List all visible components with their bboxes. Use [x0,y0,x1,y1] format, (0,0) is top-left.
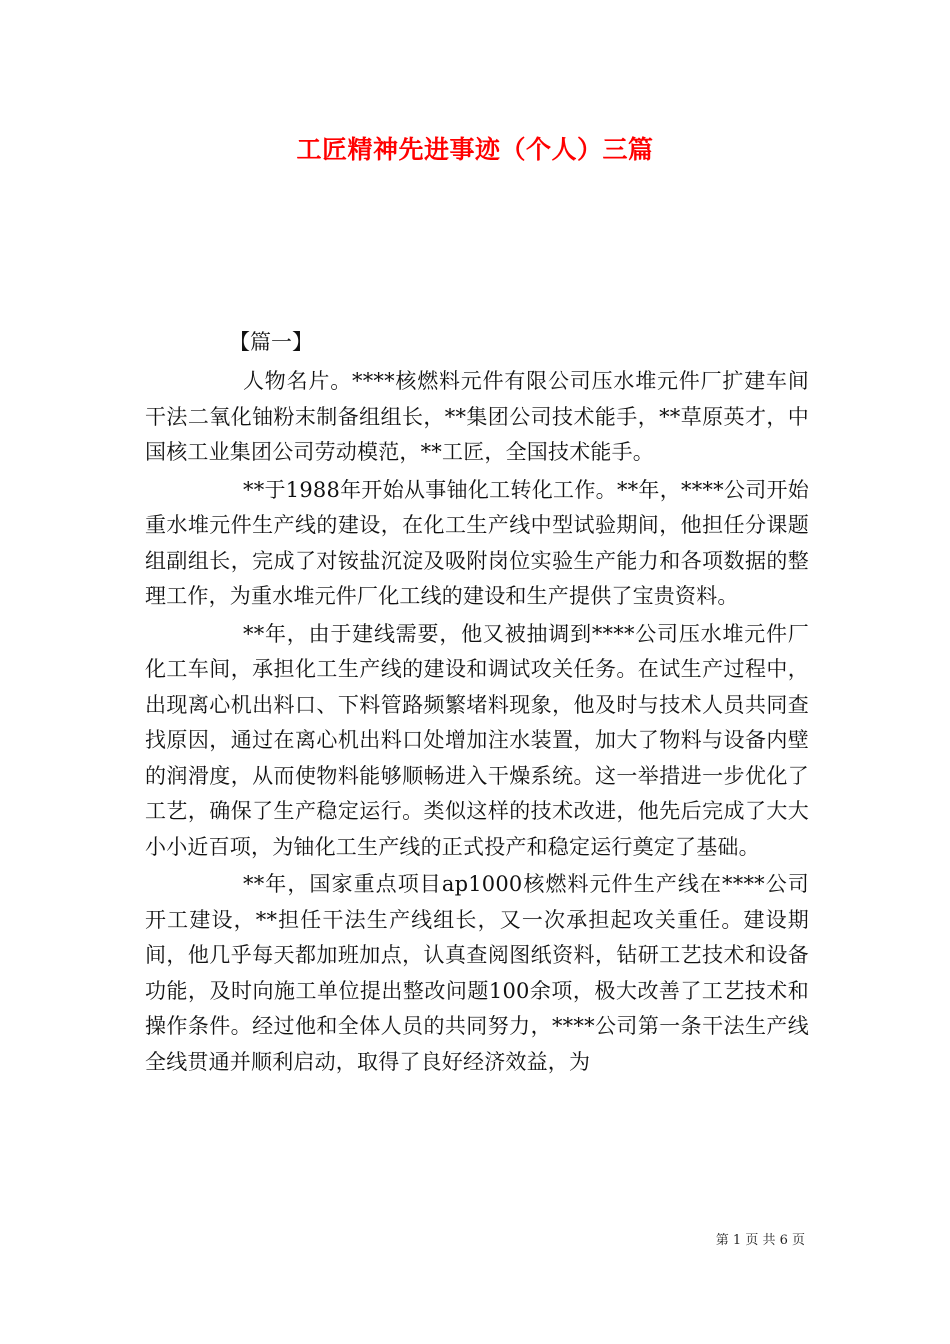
paragraph-1: 人物名片。****核燃料元件有限公司压水堆元件厂扩建车间干法二氧化铀粉末制备组组长，**集团公司技术能手，**草原英才，中国核工业集团公司劳动模范，**工匠，全国技术能手。 [145,369,809,464]
section-label: 【篇一】 [229,330,313,354]
paragraph-3: **年，由于建线需要，他又被抽调到****公司压水堆元件厂化工车间，承担化工生产线的建设和调试攻关任务。在试生产过程中，出现离心机出料口、下料管路频繁堵料现象，他及时与技术人员共同查找原因，通过在离心机出料口处增加注水装置，加大了物料与设备内壁的润滑度，从而使物料能够顺畅进入干燥系统。这一举措进一步优化了工艺，确保了生产稳定运行。类似这样的技术改进，他先后完成了大大小小近百项，为铀化工生产线的正式投产和稳定运行奠定了基础。 [145,621,809,859]
document-title: 工匠精神先进事迹（个人）三篇 [296,135,654,164]
paragraph-4: **年，国家重点项目ap1000核燃料元件生产线在****公司开工建设，**担任干法生产线组长，又一次承担起攻关重任。建设期间，他几乎每天都加班加点，认真查阅图纸资料，钻研工艺技术和设备功能，及时向施工单位提出整改问题100余项，极大改善了工艺技术和操作条件。经过他和全体人员的共同努力，****公司第一条干法生产线全线贯通并顺利启动，取得了良好经济效益，为 [145,872,809,1074]
document-body [145,328,809,1082]
page-number-footer: 第 1 页 共 6 页 [715,1233,805,1248]
paragraph-2: **于1988年开始从事铀化工转化工作。**年，****公司开始重水堆元件生产线的建设，在化工生产线中型试验期间，他担任分课题组副组长，完成了对铵盐沉淀及吸附岗位实验生产能力和各项数据的整理工作，为重水堆元件厂化工线的建设和生产提供了宝贵资料。 [145,477,809,608]
